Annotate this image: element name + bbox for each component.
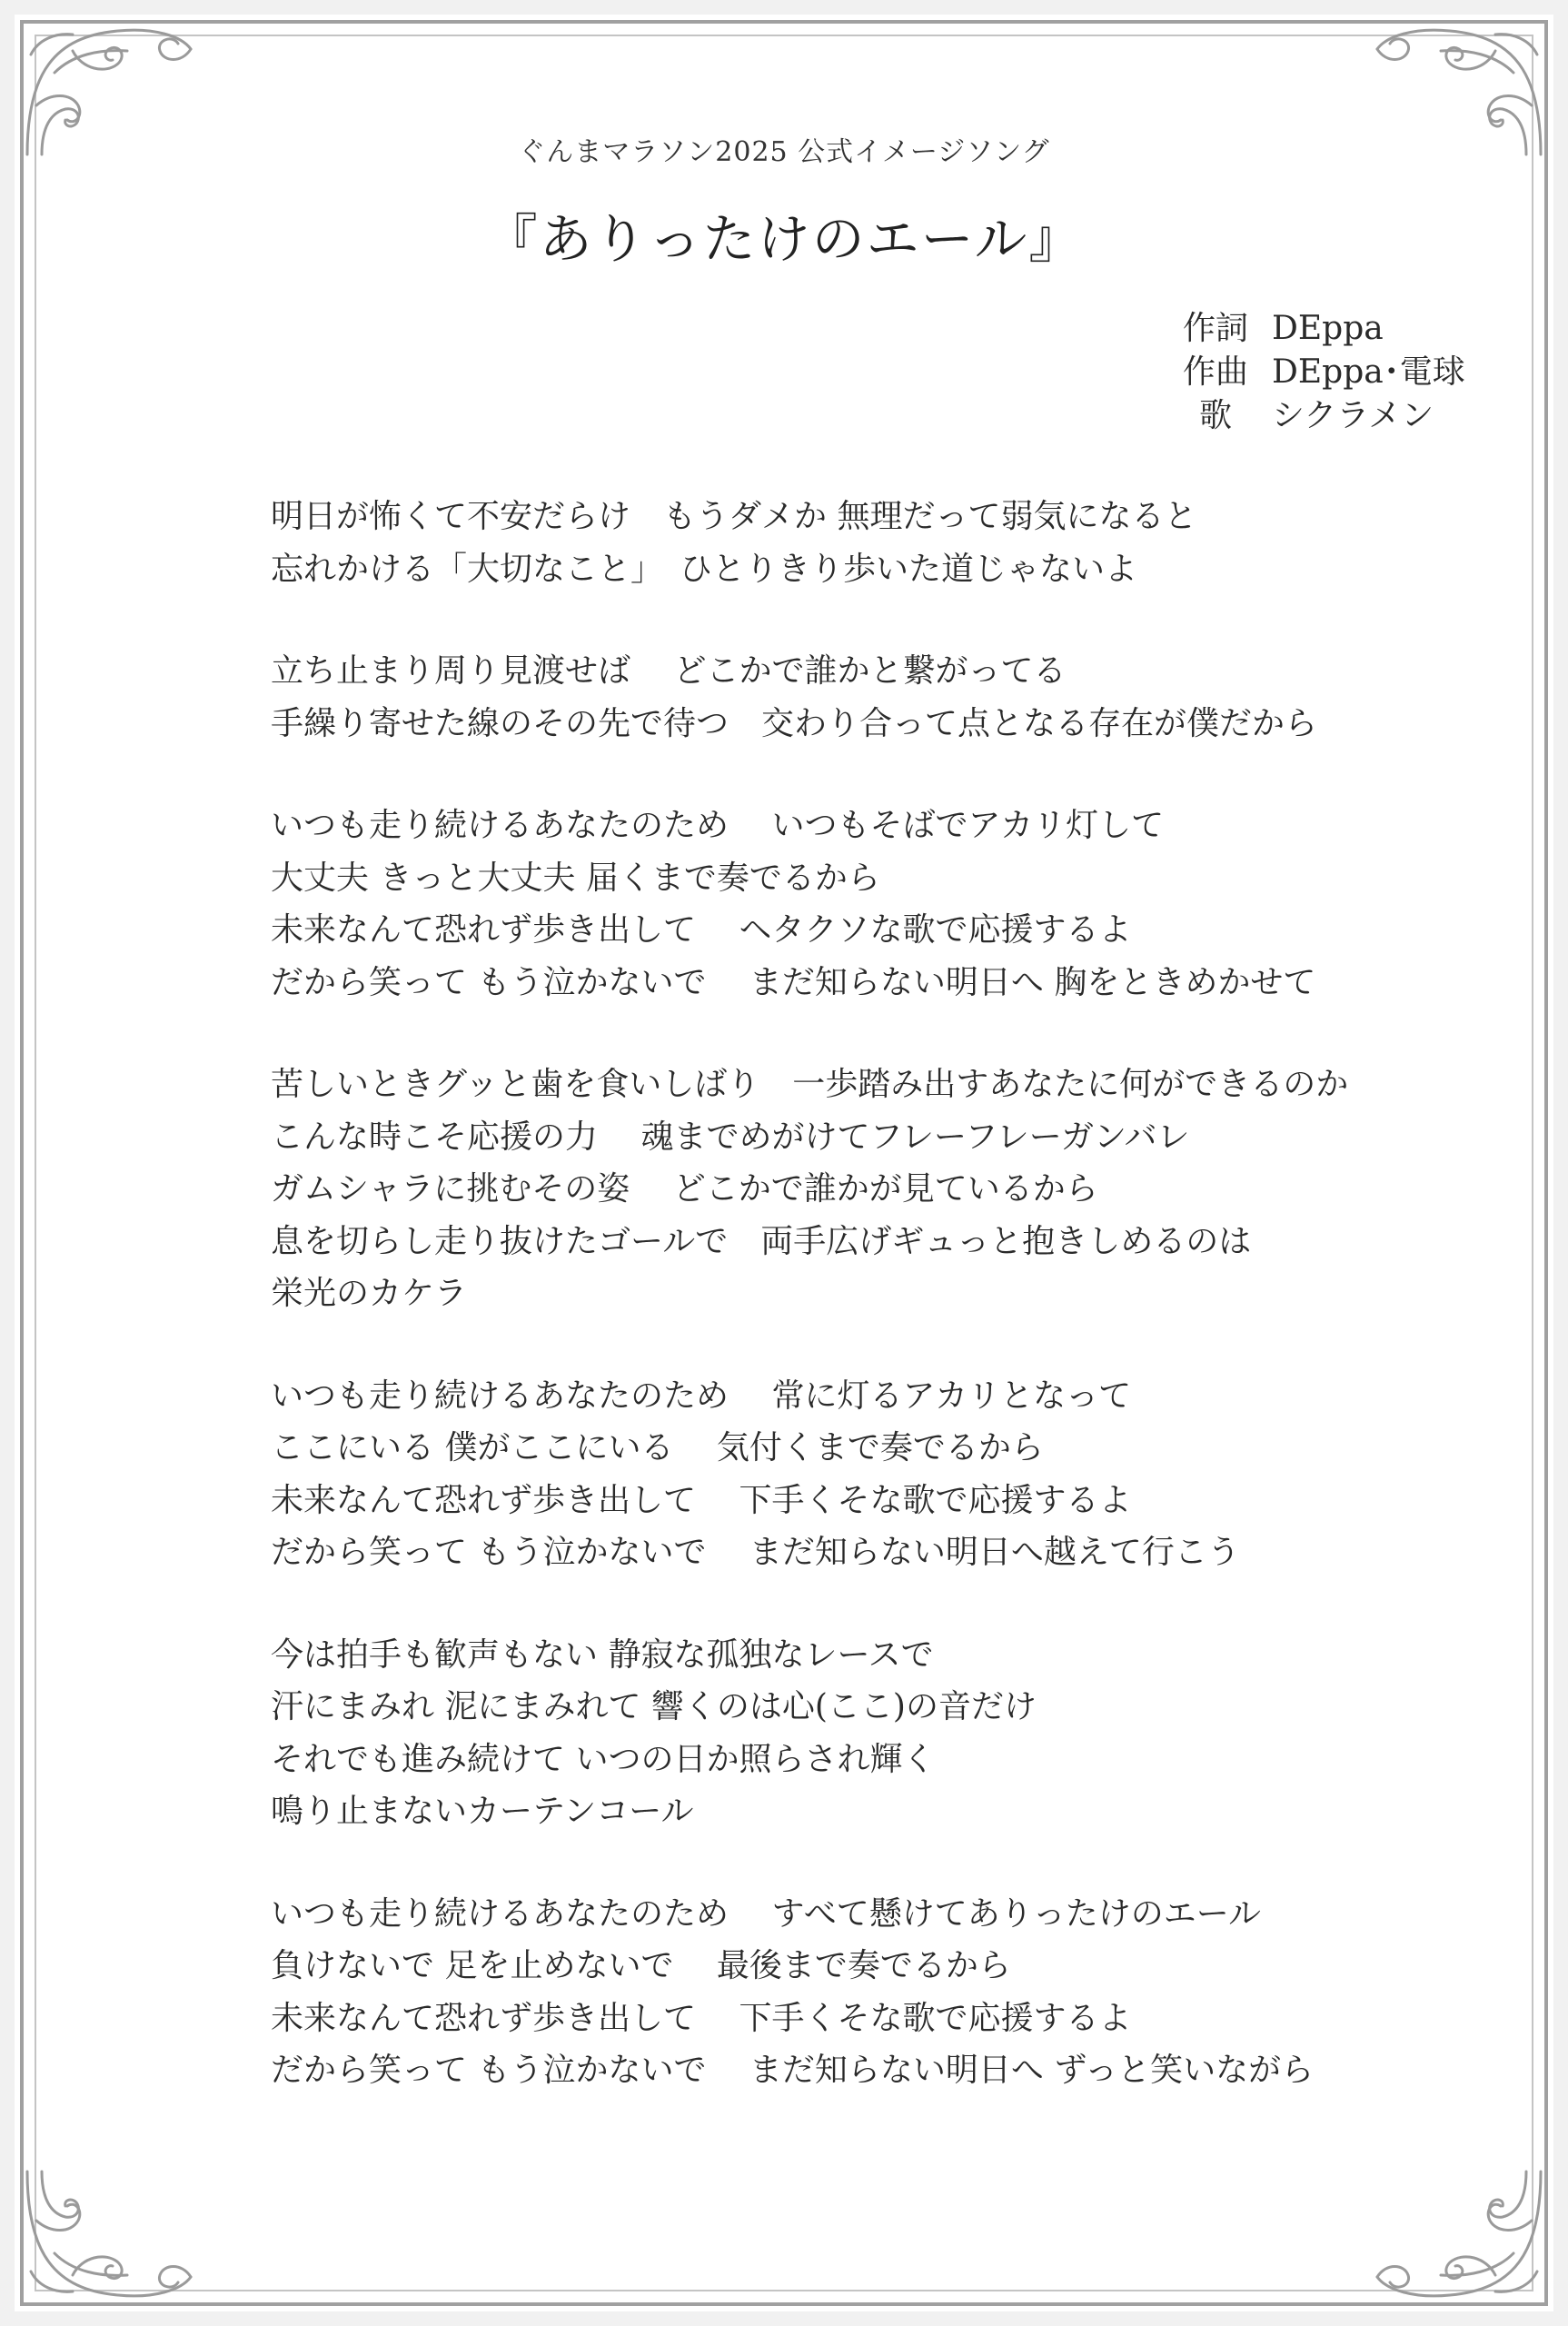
lyric-line: 手繰り寄せた線のその先で待つ 交わり合って点となる存在が僕だから — [271, 704, 1318, 742]
lyric-line: 未来なんて恐れず歩き出して 下手くそな歌で応援するよ — [271, 1999, 1132, 2037]
lyric-line: 大丈夫 きっと大丈夫 届くまで奏でるから — [271, 859, 880, 897]
lyric-line: 今は拍手も歓声もない 静寂な孤独なレースで — [271, 1635, 934, 1674]
credit-composition — [1170, 351, 1465, 394]
lyric-line: 立ち止まり周り見渡せば どこかで誰かと繋がってる — [271, 652, 1067, 690]
credit-role: 作曲 — [1182, 353, 1248, 391]
stanza — [271, 1629, 1470, 1838]
lyric-line: 忘れかける「大切なこと」 ひとりきり歩いた道じゃないよ — [271, 550, 1138, 588]
lyric-line: いつも走り続けるあなたのため 常に灯るアカリとなって — [271, 1377, 1132, 1415]
lyric-line: いつも走り続けるあなたのため いつもそばでアカリ灯して — [271, 807, 1165, 844]
stanza — [271, 1888, 1470, 2097]
stanza — [271, 645, 1470, 750]
stanza — [271, 491, 1470, 595]
lyric-line: 未来なんて恐れず歩き出して ヘタクソな歌で応援するよ — [271, 911, 1132, 949]
lyric-line: だから笑って もう泣かないで まだ知らない明日へ ずっと笑いながら — [271, 2052, 1315, 2089]
lyric-line: だから笑って もう泣かないで まだ知らない明日へ 胸をときめかせて — [271, 963, 1316, 1001]
stanza — [271, 800, 1470, 1009]
credits-block — [1170, 307, 1465, 438]
lyric-line: 汗にまみれ 泥にまみれて 響くのは心(ここ)の音だけ — [271, 1688, 1037, 1725]
lyric-line: それでも進み続けて いつの日か照らされ輝く — [271, 1740, 936, 1778]
corner-ornament-icon — [18, 2162, 200, 2308]
lyric-line: 未来なんて恐れず歩き出して 下手くそな歌で応援するよ — [271, 1481, 1132, 1519]
lyric-line: こんな時こそ応援の力 魂までめがけてフレーフレーガンバレ — [271, 1118, 1190, 1156]
song-subtitle: ぐんまマラソン2025 公式イメージソング — [518, 136, 1050, 168]
lyric-line: 鳴り止まないカーテンコール — [271, 1793, 694, 1830]
lyric-line: 苦しいときグッと歯を食いしばり 一歩踏み出すあなたに何ができるのか — [271, 1066, 1349, 1103]
lyric-line: 栄光のカケラ — [271, 1275, 468, 1312]
lyrics-sheet — [15, 15, 1553, 2311]
lyric-line: ここにいる 僕がここにいる 気付くまで奏でるから — [271, 1429, 1044, 1466]
credit-vocals — [1170, 394, 1465, 438]
song-title: 『ありったけのエール』 — [484, 208, 1084, 270]
credit-role: 作詞 — [1182, 310, 1248, 347]
lyrics-body — [271, 491, 1470, 2147]
lyric-line: いつも走り続けるあなたのため すべて懸けてありったけのエール — [271, 1894, 1262, 1933]
credit-name: DEppa･電球 — [1272, 353, 1465, 391]
credit-name: DEppa — [1272, 310, 1384, 347]
lyric-line: だから笑って もう泣かないで まだ知らない明日へ越えて行こう — [271, 1534, 1240, 1571]
corner-ornament-icon — [1368, 2162, 1550, 2308]
lyric-line: 明日が怖くて不安だらけ もうダメか 無理だって弱気になると — [271, 498, 1197, 535]
lyric-line: ガムシャラに挑むその姿 どこかで誰かが見ているから — [271, 1170, 1098, 1208]
credit-name: シクラメン — [1272, 397, 1434, 434]
credit-role: 歌 — [1198, 397, 1232, 434]
lyric-line: 息を切らし走り抜けたゴールで 両手広げギュっと抱きしめるのは — [271, 1222, 1252, 1260]
stanza — [271, 1370, 1470, 1579]
credit-lyrics — [1170, 307, 1465, 351]
stanza — [271, 1059, 1470, 1320]
lyric-line: 負けないで 足を止めないで 最後まで奏でるから — [271, 1947, 1011, 1984]
